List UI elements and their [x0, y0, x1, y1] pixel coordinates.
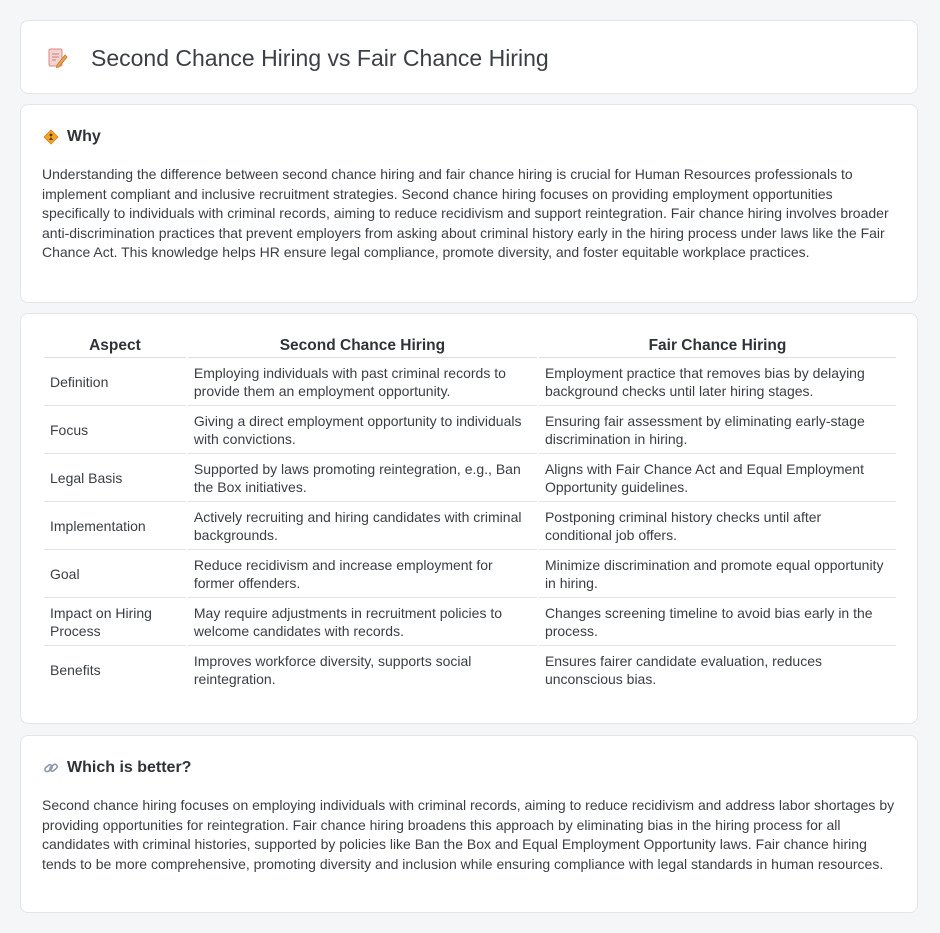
row-fair-chance: Minimize discrimination and promote equal opportunity in hiring. [539, 550, 896, 598]
why-section [20, 104, 918, 303]
row-aspect: Focus [44, 406, 186, 454]
table-row [44, 406, 896, 454]
table-header-row [44, 335, 896, 358]
page-title: Second Chance Hiring vs Fair Chance Hiring [91, 44, 549, 71]
which-better-section [20, 735, 918, 913]
row-fair-chance: Employment practice that removes bias by delaying background checks until later hiring stages. [539, 358, 896, 406]
table-row [44, 358, 896, 406]
comparison-table [42, 335, 898, 694]
row-fair-chance: Ensuring fair assessment by eliminating early-stage discrimination in hiring. [539, 406, 896, 454]
comparison-section [20, 313, 918, 724]
row-aspect: Definition [44, 358, 186, 406]
row-second-chance: May require adjustments in recruitment policies to welcome candidates with records. [188, 598, 537, 646]
title-row [45, 21, 549, 95]
row-second-chance: Reduce recidivism and increase employment for former offenders. [188, 550, 537, 598]
row-aspect: Implementation [44, 502, 186, 550]
table-row [44, 502, 896, 550]
row-second-chance: Actively recruiting and hiring candidates with criminal backgrounds. [188, 502, 537, 550]
table-row [44, 454, 896, 502]
why-text: Understanding the difference between second chance hiring and fair chance hiring is crucial for Human Resources professionals to implement compliant and inclusive recruitment strategies. Second chance hiring focuses on providing employment opportunities specifically to individuals with criminal records, aiming to reduce recidivism and support reintegration. Fair chance hiring involves broader anti-discrimination practices that prevent employers from asking about criminal history early in the hiring process under laws like the Fair Chance Act. This knowledge helps HR ensure legal compliance, promote diversity, and foster equitable workplace practices. [42, 166, 889, 260]
row-aspect: Legal Basis [44, 454, 186, 502]
why-heading: Why [67, 128, 101, 145]
table-row [44, 550, 896, 598]
table-row [44, 646, 896, 694]
table-row [44, 598, 896, 646]
header-second-chance: Second Chance Hiring [188, 335, 537, 358]
header-fair-chance: Fair Chance Hiring [539, 335, 896, 358]
row-second-chance: Employing individuals with past criminal records to provide them an employment opportunity. [188, 358, 537, 406]
better-text: Second chance hiring focuses on employing individuals with criminal records, aiming to reduce recidivism and address labor shortages by providing opportunities for reintegration. Fair chance hiring broadens this approach by eliminating bias in the hiring process for all candidates with criminal histories, supported by policies like Ban the Box and Equal Employment Opportunity laws. Fair chance hiring tends to be more comprehensive, promoting diversity and inclusion while ensuring compliance with legal standards in human resources. [42, 797, 895, 872]
better-heading: Which is better? [67, 759, 192, 776]
row-fair-chance: Postponing criminal history checks until after conditional job offers. [539, 502, 896, 550]
header-aspect: Aspect [44, 335, 186, 358]
row-second-chance: Giving a direct employment opportunity to individuals with convictions. [188, 406, 537, 454]
row-second-chance: Improves workforce diversity, supports social reintegration. [193, 653, 472, 687]
row-aspect: Goal [44, 550, 186, 598]
document-pencil-icon [45, 46, 69, 70]
row-aspect: Impact on Hiring Process [44, 598, 186, 646]
row-aspect: Benefits [50, 662, 101, 678]
row-fair-chance: Aligns with Fair Chance Act and Equal Employment Opportunity guidelines. [539, 454, 896, 502]
row-second-chance: Supported by laws promoting reintegration, e.g., Ban the Box initiatives. [188, 454, 537, 502]
row-fair-chance: Changes screening timeline to avoid bias early in the process. [539, 598, 896, 646]
diamond-sign-icon [43, 129, 59, 145]
link-icon [43, 760, 59, 776]
why-heading-row [43, 128, 101, 146]
better-heading-row [43, 759, 191, 777]
row-fair-chance: Ensures fairer candidate evaluation, reduces unconscious bias. [544, 653, 822, 687]
title-card [20, 20, 918, 94]
